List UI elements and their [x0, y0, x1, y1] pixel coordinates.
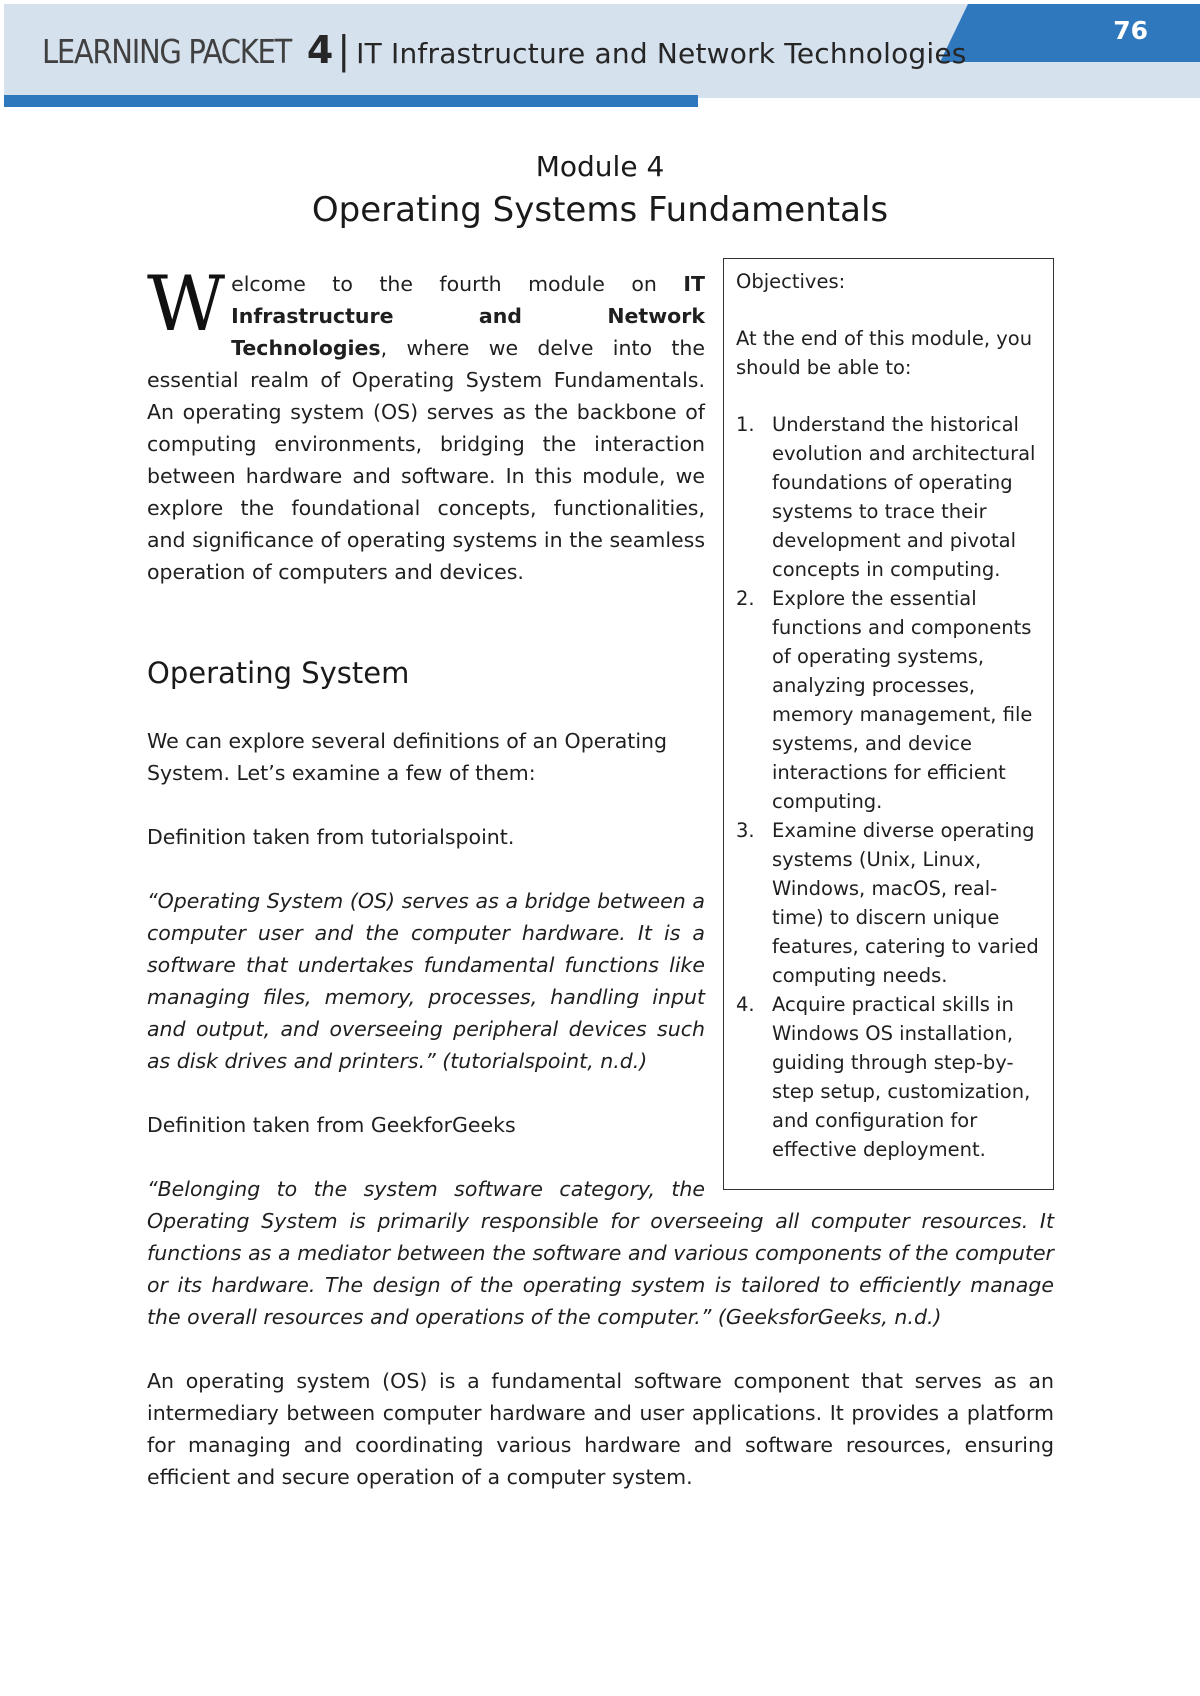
definition-1-label: Definition taken from tutorialspoint.	[147, 825, 515, 849]
objective-text: Acquire practical skills in Windows OS installation, guiding through step-by-step setup, customization, and configuration for effective deployment.	[772, 993, 1031, 1161]
summary-paragraph: An operating system (OS) is a fundamental software component that serves as an intermediary between computer hardware and user applications. It provides a platform for managing and coordinating various hardware and software resources, ensuring efficient and secure operation of a computer system.	[147, 1369, 1054, 1489]
intro-text-before: elcome to the fourth module on	[231, 272, 684, 296]
packet-number: 4	[306, 28, 334, 72]
intro-paragraph	[147, 259, 705, 588]
header-title	[42, 28, 967, 72]
objectives-heading: Objectives:	[736, 270, 846, 293]
objectives-intro: At the end of this module, you should be able to:	[736, 327, 1033, 379]
objective-text: Explore the essential functions and components of operating systems, analyzing processes, memory management, file systems, and device interactions for efficient computing.	[772, 587, 1033, 813]
drop-cap: W	[147, 259, 226, 348]
definition-2-quote-start: “Belonging to the system software category, the	[147, 1177, 705, 1201]
objective-number: 1.	[736, 413, 755, 436]
header-accent-tab	[940, 4, 1200, 62]
definition-2-quote: Operating System is primarily responsible for overseeing all computer resources. It functions as a mediator between the software and various components of the computer or its hardware. The design of the operating system is tailored to efficiently manage the overall resources and operations of the computer.” (GeeksforGeeks, n.d.)	[147, 1209, 1054, 1329]
objective-number: 2.	[736, 587, 755, 610]
intro-text-after: , where we delve into the essential realm of Operating System Fundamentals. An operating system (OS) serves as the backbone of computing environments, bridging the interaction between hardware and software. In this module, we explore the foundational concepts, functionalities, and significance of operating systems in the seamless operation of computers and devices.	[147, 336, 705, 584]
page-number: 76	[1113, 16, 1148, 45]
objectives-box	[723, 258, 1054, 1190]
objectives-list	[736, 410, 1041, 1164]
packet-label: LEARNING PACKET	[42, 32, 291, 71]
objective-text: Examine diverse operating systems (Unix, Linux, Windows, macOS, real-time) to discern unique features, catering to varied computing needs.	[772, 819, 1039, 987]
objective-item	[736, 410, 1041, 584]
course-title: IT Infrastructure and Network Technologies	[356, 37, 967, 70]
section-heading: Operating System	[147, 656, 410, 690]
header-separator: |	[337, 28, 351, 72]
definitions-intro: We can explore several definitions of an Operating System. Let’s examine a few of them:	[147, 729, 668, 785]
definition-1-quote: “Operating System (OS) serves as a bridge between a computer user and the computer hardware. It is a software that undertakes fundamental functions like managing files, memory, processes, handling input and output, and overseeing peripheral devices such as disk drives and printers.” (tutorialspoint, n.d.)	[147, 889, 705, 1073]
objective-text: Understand the historical evolution and architectural foundations of operating systems to trace their development and pivotal concepts in computing.	[772, 413, 1036, 581]
objective-number: 4.	[736, 993, 755, 1016]
header-rule	[4, 95, 698, 107]
module-label: Module 4	[535, 150, 665, 183]
intro-course-name: IT Infrastructure and Network Technologies	[231, 272, 705, 360]
objective-item	[736, 990, 1041, 1164]
module-title: Operating Systems Fundamentals	[311, 190, 889, 230]
objective-number: 3.	[736, 819, 755, 842]
objective-item	[736, 816, 1041, 990]
definition-2-label: Definition taken from GeekforGeeks	[147, 1113, 516, 1137]
objective-item	[736, 584, 1041, 816]
